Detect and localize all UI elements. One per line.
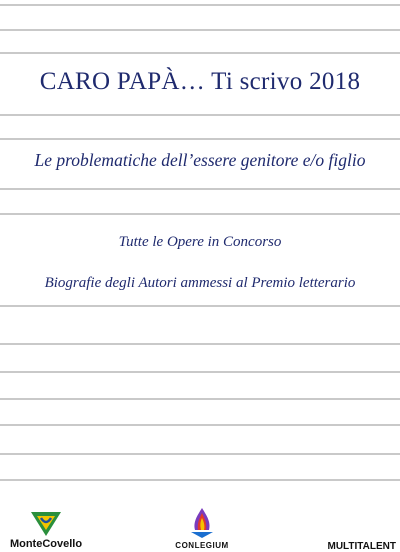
ruled-line [0,479,400,481]
ruled-line [0,29,400,31]
ruled-line [0,398,400,400]
montecovello-logo-text: MonteCovello [9,538,83,550]
ruled-line [0,371,400,373]
biographies-line: Biografie degli Autori ammessi al Premio letterario [44,275,356,291]
book-subtitle: Le problematiche dell’essere genitore e/o figlio [34,150,366,170]
flame-icon [187,506,217,540]
ruled-line [0,138,400,140]
montecovello-logo [6,510,86,550]
ruled-line [0,4,400,6]
ruled-line [0,424,400,426]
multitalent-logo [316,530,396,550]
ruled-line [0,213,400,215]
multitalent-logo-text: MULTITALENT [327,541,396,552]
ruled-line [0,52,400,54]
ruled-line [0,305,400,307]
conlegium-logo [162,506,242,550]
ruled-line [0,188,400,190]
shield-icon [29,510,63,538]
ruled-line [0,114,400,116]
ruled-line [0,343,400,345]
conlegium-logo-text: CONLEGIUM [175,541,229,550]
contents-line: Tutte le Opere in Concorso [118,234,282,250]
ruled-line [0,453,400,455]
book-title: CARO PAPÀ… Ti scrivo 2018 [39,68,361,95]
